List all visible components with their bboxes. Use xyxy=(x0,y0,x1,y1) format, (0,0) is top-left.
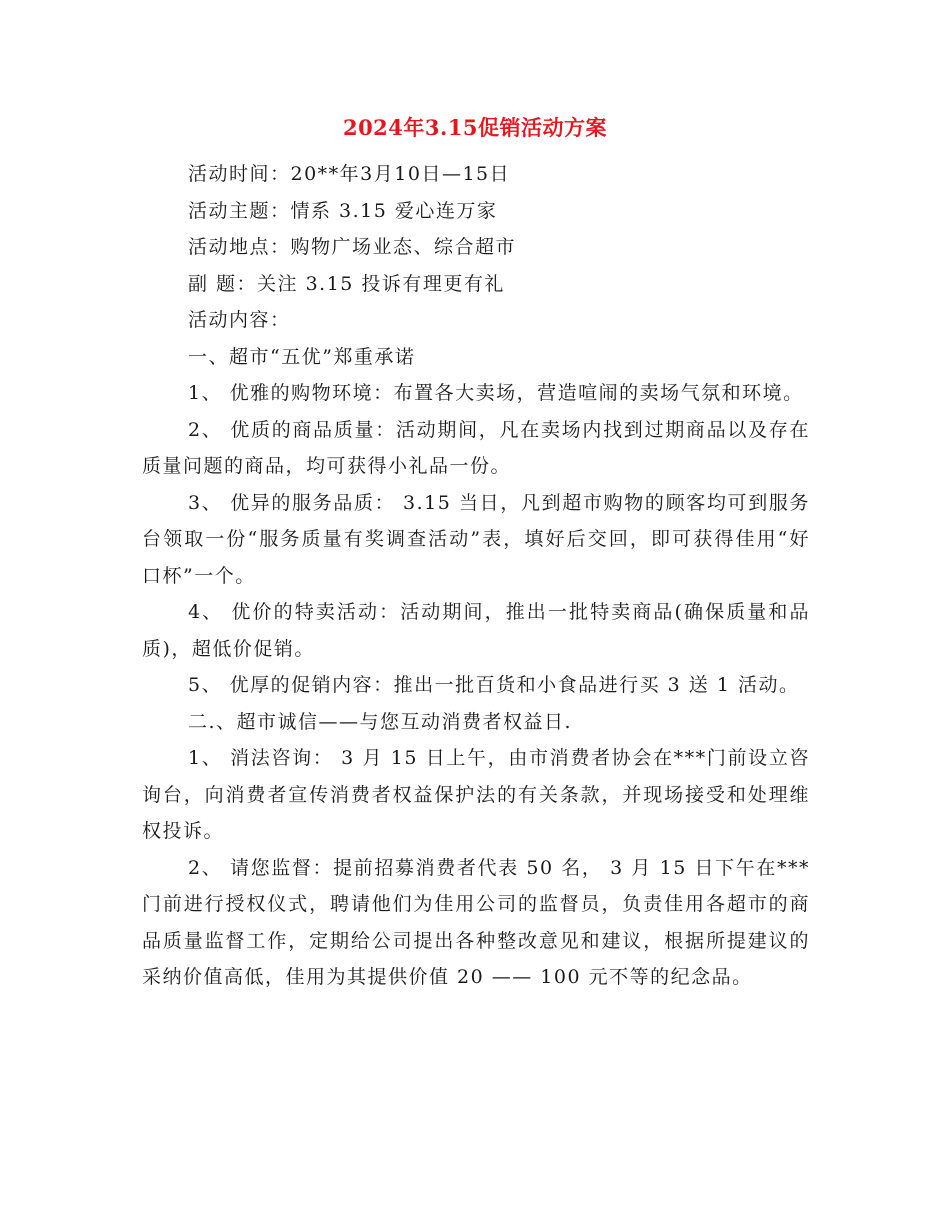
section-heading-2: 二.、超市诚信——与您互动消费者权益日. xyxy=(188,710,573,733)
section-heading-1: 一、超市“五优”郑重承诺 xyxy=(188,345,416,368)
activity-subtitle: 副 题：关注 3.15 投诉有理更有礼 xyxy=(188,272,505,295)
paragraph-item: 1、 消法咨询： 3 月 15 日上午，由市消费者协会在***门前设立咨询台，向消费者宣传消费者权益保护法的有关条款，并现场接受和处理维权投诉。 xyxy=(142,747,810,842)
paragraph-item: 4、 优价的特卖活动：活动期间，推出一批特卖商品(确保质量和品质)，超低价促销。 xyxy=(142,601,810,660)
document-title: 2024年3.15促销活动方案 xyxy=(342,115,608,140)
paragraph-item: 3、 优异的服务品质： 3.15 当日，凡到超市购物的顾客均可到服务台领取一份“服务质量有奖调查活动”表，填好后交回，即可获得佳用“好口杯”一个。 xyxy=(142,491,810,587)
paragraph-item: 5、 优厚的促销内容：推出一批百货和小食品进行买 3 送 1 活动。 xyxy=(188,674,800,696)
activity-time: 活动时间：20**年3月10日—15日 xyxy=(188,163,511,185)
activity-content-heading: 活动内容： xyxy=(188,309,291,331)
paragraph-item: 2、 请您监督：提前招募消费者代表 50 名， 3 月 15 日下午在***门前进行授权仪式，聘请他们为佳用公司的监督员，负责佳用各超市的商品质量监督工作，定期给公司提出各种整改意见和建议，根据所提建议的采纳价值高低，佳用为其提供价值 20 —— 100 元不等的纪念品。 xyxy=(142,856,810,988)
document-body xyxy=(142,156,810,996)
activity-location: 活动地点：购物广场业态、综合超市 xyxy=(188,236,517,258)
activity-theme: 活动主题：情系 3.15 爱心连万家 xyxy=(188,199,498,222)
paragraph-item: 1、 优雅的购物环境：布置各大卖场，营造喧闹的卖场气氛和环境。 xyxy=(188,382,804,404)
paragraph-item: 2、 优质的商品质量：活动期间，凡在卖场内找到过期商品以及存在质量问题的商品，均可获得小礼品一份。 xyxy=(142,418,810,477)
